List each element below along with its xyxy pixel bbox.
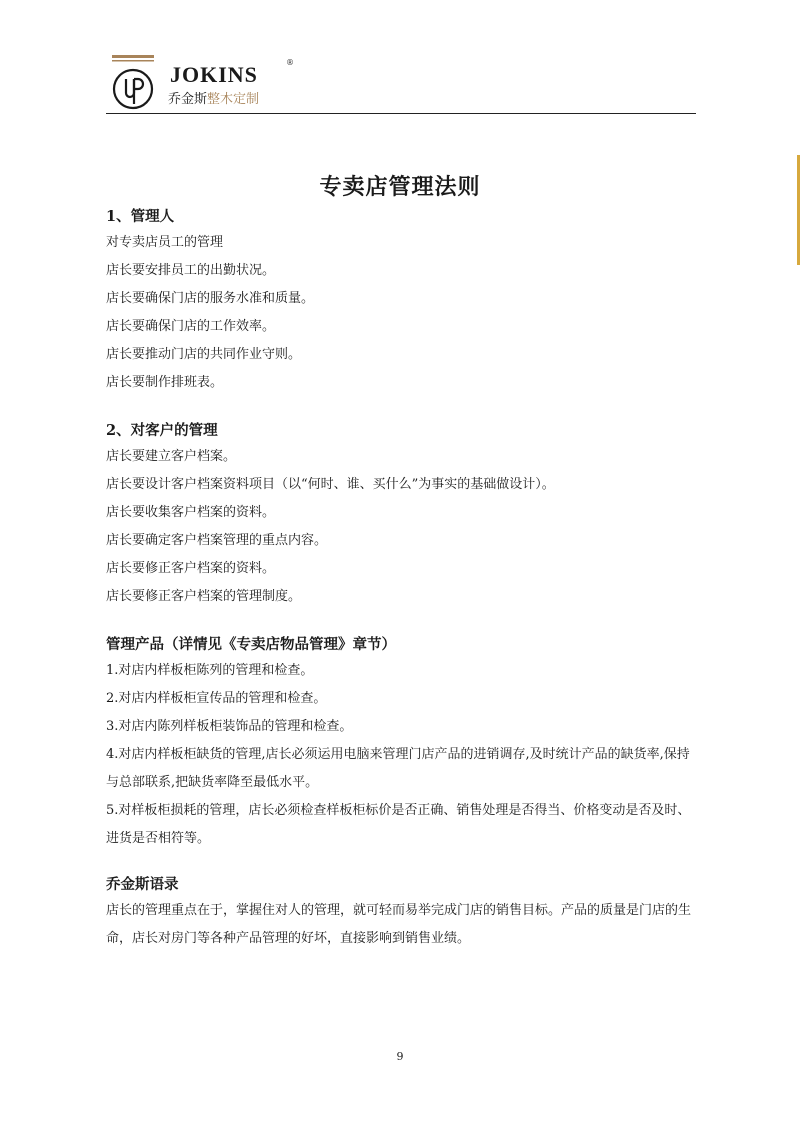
paragraph-line: 1.对店内样板柜陈列的管理和检查。 xyxy=(106,663,314,678)
paragraph-line: 店长要推动门店的共同作业守则。 xyxy=(106,347,302,362)
section-heading-manage-people: 1、管理人 xyxy=(106,208,175,225)
page-number: 9 xyxy=(396,1050,404,1063)
paragraph-line: 店长要建立客户档案。 xyxy=(106,449,237,464)
section-heading-manage-customers: 2、对客户的管理 xyxy=(106,422,218,439)
paragraph-line: 店长要确保门店的服务水准和质量。 xyxy=(106,291,315,306)
paragraph-block: 5.对样板柜损耗的管理，店长必须检查样板柜标价是否正确、销售处理是否得当、价格变动是否及时、进货是否相符等。 xyxy=(106,803,691,846)
header-divider xyxy=(106,113,696,114)
paragraph-line: 2.对店内样板柜宣传品的管理和检查。 xyxy=(106,691,327,706)
jokins-logo-icon xyxy=(110,54,156,110)
brand-registered-mark: ® xyxy=(286,58,294,67)
paragraph-line: 店长要修正客户档案的管理制度。 xyxy=(106,589,302,604)
paragraph-line: 店长要制作排班表。 xyxy=(106,375,224,390)
page-header xyxy=(106,52,696,114)
brand-tagline xyxy=(168,88,259,107)
paragraph-line: 店长要修正客户档案的资料。 xyxy=(106,561,276,576)
section-heading-jokins-quote: 乔金斯语录 xyxy=(106,876,179,893)
paragraph-line: 3.对店内陈列样板柜装饰品的管理和检查。 xyxy=(106,719,353,734)
paragraph-line: 店长要确保门店的工作效率。 xyxy=(106,319,276,334)
paragraph-block: 4.对店内样板柜缺货的管理,店长必须运用电脑来管理门店产品的进销调存,及时统计产品的缺货率,保持与总部联系,把缺货率降至最低水平。 xyxy=(106,747,690,790)
paragraph-line: 店长要设计客户档案资料项目（以“何时、谁、买什么”为事实的基础做设计）。 xyxy=(106,477,555,492)
paragraph-line: 店长要确定客户档案管理的重点内容。 xyxy=(106,533,328,548)
paragraph-line: 对专卖店员工的管理 xyxy=(106,235,224,250)
paragraph-line: 店长要安排员工的出勤状况。 xyxy=(106,263,276,278)
brand-tagline-name: 乔金斯 xyxy=(168,92,208,107)
page-title: 专卖店管理法则 xyxy=(319,174,481,200)
quote-paragraph: 店长的管理重点在于，掌握住对人的管理，就可轻而易举完成门店的销售目标。产品的质量是门店的生命，店长对房门等各种产品管理的好坏，直接影响到销售业绩。 xyxy=(106,903,692,946)
brand-name: JOKINS xyxy=(170,62,258,87)
paragraph-line: 店长要收集客户档案的资料。 xyxy=(106,505,276,520)
document-body xyxy=(106,205,706,953)
brand-tagline-product: 整木定制 xyxy=(207,92,260,107)
section-heading-manage-products: 管理产品（详情见《专卖店物品管理》章节） xyxy=(106,636,396,653)
